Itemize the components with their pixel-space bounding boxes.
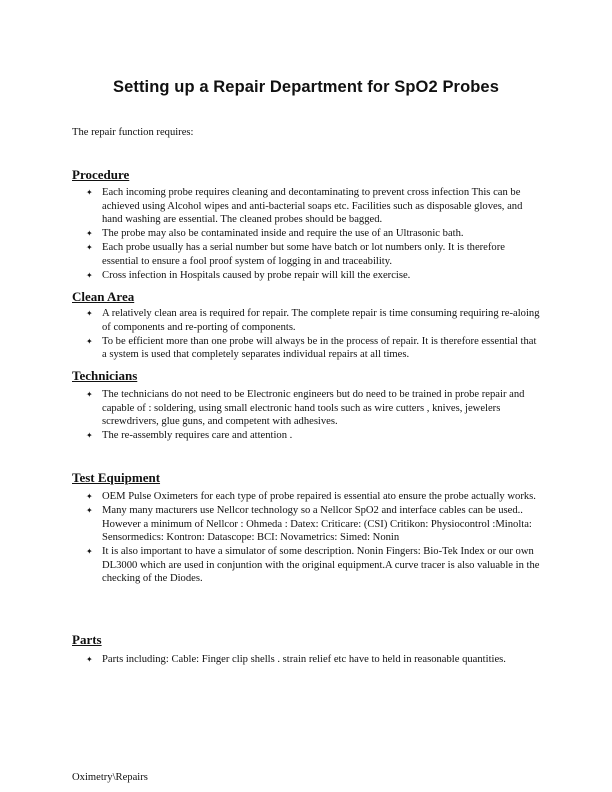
list-item: ✦ The re-assembly requires care and attention . [86,430,293,441]
list-item: ✦ OEM Pulse Oximeters for each type of probe repaired is essential ato ensure the probe actually works. [86,491,536,502]
list-item: ✦ A relatively clean area is required for repair. The complete repair is time consuming requiring re-aloing of components and re-porting of components. [86,308,540,333]
section-heading-technicians: Technicians [72,368,138,383]
list-item: ✦ To be efficient more than one probe will always be in the process of repair. It is therefore essential that a system is used that completely separates individual repairs at all times. [86,335,537,360]
test-equipment-list [72,490,542,586]
list-item: ✦ Each probe usually has a serial number but some have batch or lot numbers only. It is therefore essential to ensure a fool proof system of logging in and traceability. [86,242,505,267]
diamond-bullet-icon: ✦ [86,655,93,664]
page-title: Setting up a Repair Department for SpO2 Probes [112,78,499,96]
section-heading-clean-area: Clean Area [72,289,135,304]
diamond-bullet-icon: ✦ [86,492,93,501]
list-item: ✦ Each incoming probe requires cleaning and decontaminating to prevent cross infection This can be achieved using Alcohol wipes and anti-bacterial soaps etc. Facilities such as disposable gloves, and hand washing are essential. The cleaned probes should be bagged. [86,187,523,225]
diamond-bullet-icon: ✦ [86,188,93,197]
intro-text: The repair function requires: [72,127,194,138]
diamond-bullet-icon: ✦ [86,390,93,399]
parts-list [72,653,542,667]
section-heading-parts: Parts [72,632,102,647]
diamond-bullet-icon: ✦ [86,431,93,440]
section-heading-procedure: Procedure [72,167,130,182]
diamond-bullet-icon: ✦ [86,229,93,238]
clean-area-list [72,307,542,362]
list-item: ✦ Parts including: Cable: Finger clip shells . strain relief etc have to held in reasonable quantities. [86,654,506,665]
diamond-bullet-icon: ✦ [86,309,93,318]
list-item: ✦ It is also important to have a simulator of some description. Nonin Fingers: Bio-Tek Index or our own DL3000 which are used in conjuntion with the original equipment.A curve tracer is also valuable in the checking of the Diodes. [86,546,540,584]
list-item: ✦ The technicians do not need to be Electronic engineers but do need to be trained in probe repair and capable of : soldering, using small electronic hand tools such as wire cutters , knives, jewelers screwdrivers, glue guns, and competent with adhesives. [86,389,525,427]
technicians-list [72,388,542,443]
page-footer: Oximetry\Repairs [72,772,148,783]
diamond-bullet-icon: ✦ [86,547,93,556]
diamond-bullet-icon: ✦ [86,270,93,280]
list-item: ✦ Many many macturers use Nellcor technology so a Nellcor SpO2 and interface cables can be used.. However a minimum of Nellcor : Ohmeda : Datex: Criticare: (CSI) Critikon: Physiocontrol :Minolta: Sensormedics: Kontron: Datascope: BCI: Novametrics: Simed: Nonin [86,505,532,543]
diamond-bullet-icon: ✦ [86,506,93,515]
list-item: ✦ Cross infection in Hospitals caused by probe repair will kill the exercise. [86,269,411,281]
diamond-bullet-icon: ✦ [86,336,93,346]
procedure-list [72,186,542,283]
section-heading-test-equipment: Test Equipment [72,470,161,485]
list-item: ✦ The probe may also be contaminated inside and require the use of an Ultrasonic bath. [86,228,464,239]
diamond-bullet-icon: ✦ [86,243,93,252]
